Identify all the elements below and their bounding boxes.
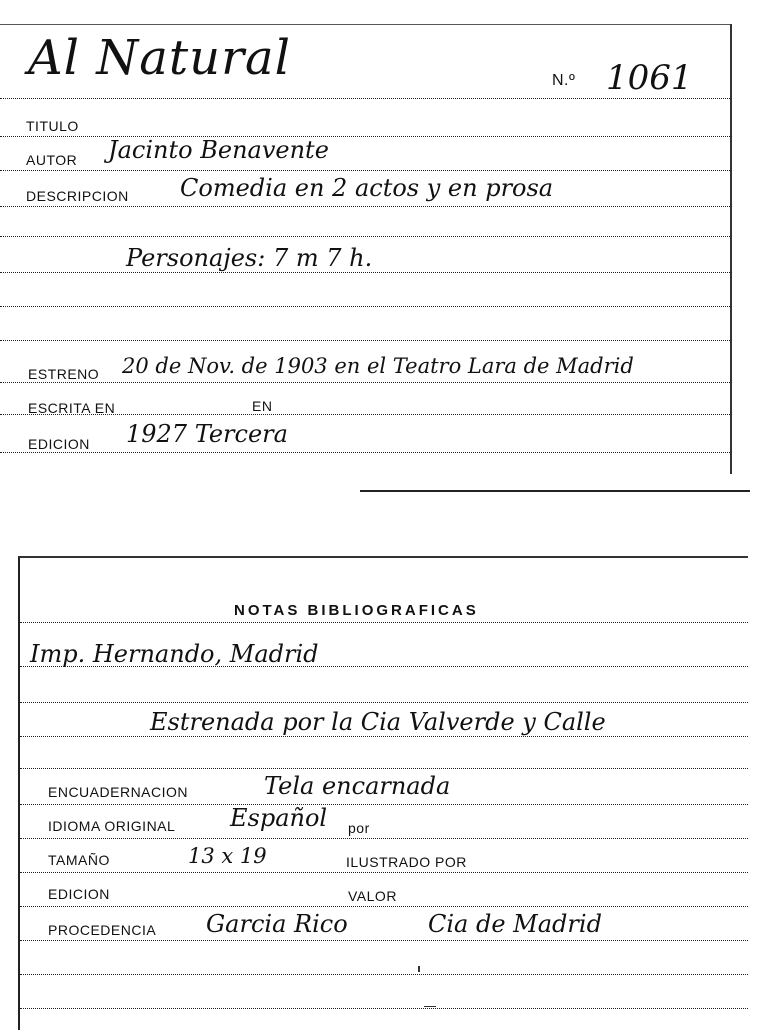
label-procedencia: PROCEDENCIA [48,922,157,938]
value-autor: Jacinto Benavente [108,136,329,164]
label-tamano: TAMAÑO [48,852,110,868]
rule-line [20,1008,748,1009]
label-estreno: ESTRENO [28,366,100,382]
rule-line [20,768,748,769]
value-estreno: 20 de Nov. de 1903 en el Teatro Lara de Madrid [122,354,634,378]
rule-line [20,702,748,703]
card-right-edge [730,24,732,474]
label-escrita-en: ESCRITA EN [28,400,116,416]
label-valor: VALOR [348,888,397,904]
rule-line [0,340,732,341]
label-autor: AUTOR [26,152,78,168]
ink-speck [418,966,420,972]
rule-line [0,452,732,453]
note-line-2: Estrenada por la Cia Valverde y Calle [150,708,606,736]
rule-line [20,804,748,805]
number-label: N.º [552,72,576,89]
rule-line [0,170,732,171]
value-personajes: Personajes: 7 m 7 h. [126,244,373,272]
value-descripcion: Comedia en 2 actos y en prosa [180,174,554,202]
label-edicion-bottom: EDICION [48,886,110,902]
rule-line [0,272,732,273]
rule-line [0,414,732,415]
title-handwritten: Al Natural [28,30,292,86]
card-top-edge [0,24,732,25]
label-edicion: EDICION [28,436,90,452]
label-por: por [348,820,370,836]
label-encuadernacion: ENCUADERNACION [48,784,189,800]
label-en: EN [252,398,273,414]
rule-line [0,206,732,207]
catalog-card-bottom [18,556,748,1030]
catalog-card-top [0,0,740,480]
value-idioma-original: Español [230,804,328,832]
label-titulo: TITULO [26,118,79,134]
value-procedencia-2: Cia de Madrid [428,910,602,938]
value-edicion: 1927 Tercera [126,420,288,448]
rule-line [20,940,748,941]
label-idioma-original: IDIOMA ORIGINAL [48,818,176,834]
note-line-1: Imp. Hernando, Madrid [30,640,319,668]
rule-line [20,666,748,667]
rule-line [0,236,732,237]
rule-line [20,622,748,623]
rule-line [20,872,748,873]
rule-line [20,736,748,737]
ink-speck [424,1006,436,1007]
rule-line [20,838,748,839]
rule-line [20,906,748,907]
notas-heading: NOTAS BIBLIOGRAFICAS [234,602,479,619]
rule-line [0,306,732,307]
rule-line [0,382,732,383]
value-encuadernacion: Tela encarnada [264,772,451,800]
rule-line [20,974,748,975]
value-procedencia-1: Garcia Rico [206,910,348,938]
value-tamano: 13 x 19 [188,844,267,868]
label-descripcion: DESCRIPCION [26,188,129,204]
number-value: 1061 [606,58,693,98]
label-ilustrado-por: ILUSTRADO POR [346,854,467,870]
card-separator-line [360,490,750,492]
rule-line [0,98,732,99]
